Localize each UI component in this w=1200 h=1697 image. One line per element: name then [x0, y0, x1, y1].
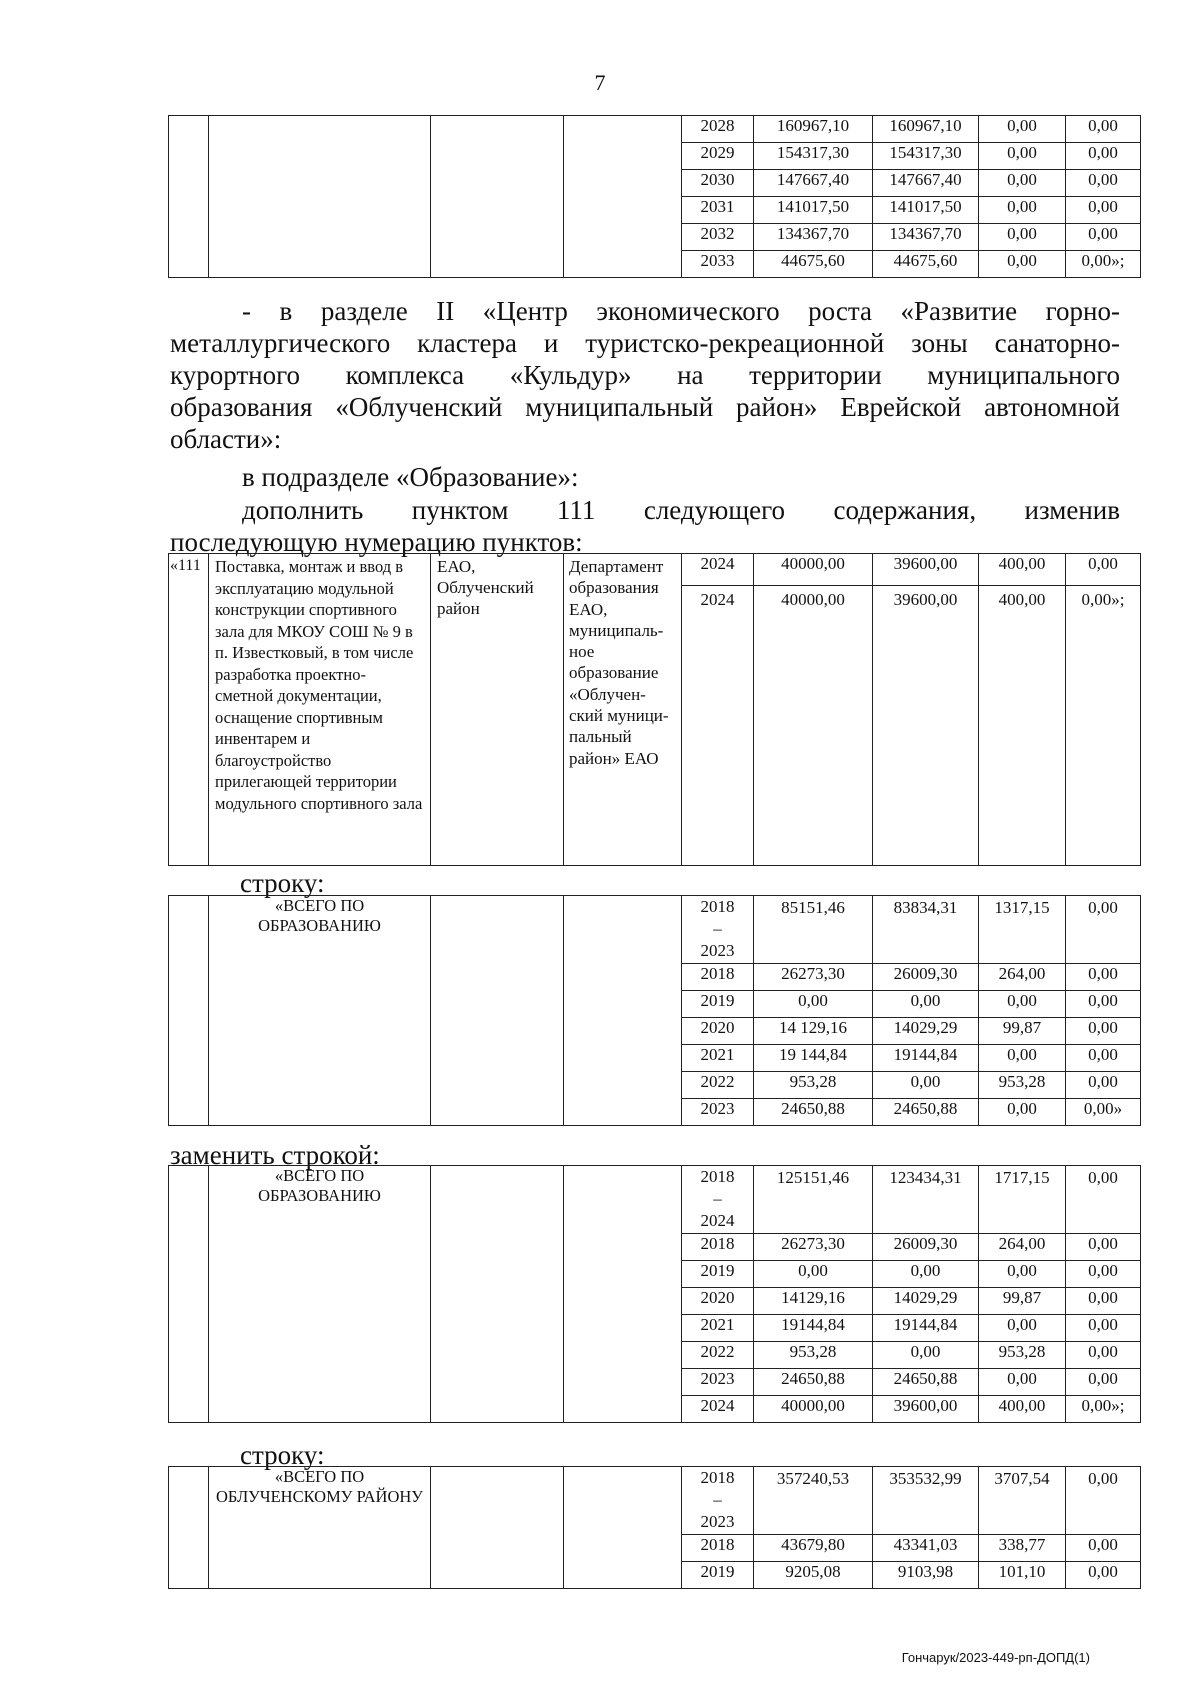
- item-number: «111: [169, 554, 209, 866]
- executor-cell: [564, 1166, 682, 1423]
- total-cell: 19 144,84: [754, 1045, 873, 1072]
- reg-cell: 400,00: [979, 586, 1066, 866]
- year-cell: 2020: [682, 1288, 754, 1315]
- item-111-table: [168, 553, 1141, 866]
- reg-cell: 3707,54: [979, 1467, 1066, 1535]
- year-range-cell: [682, 1166, 754, 1234]
- fed-cell: 19144,84: [873, 1045, 979, 1072]
- reg-cell: 0,00: [979, 224, 1066, 251]
- fed-cell: 0,00: [873, 1072, 979, 1099]
- other-cell: 0,00: [1066, 1342, 1141, 1369]
- range-end: 2023: [700, 941, 735, 960]
- paragraph-line: последующую нумерацию пунктов:: [170, 527, 583, 557]
- place-cell: [431, 1467, 564, 1589]
- other-cell: 0,00: [1066, 1315, 1141, 1342]
- total-cell: 44675,60: [754, 251, 873, 278]
- year-cell: 2033: [682, 251, 754, 278]
- item-name: Поставка, монтаж и ввод в эксплуатацию модульной конструкции спортивного зала для МКОУ СОШ № 9 в п. Известковый, в том числе разработка проектно-сметной документации, оснащение спортивным инвентарем и благоустройство прилегающей территории модульного спортивного зала: [209, 554, 431, 866]
- other-cell: 0,00: [1066, 1369, 1141, 1396]
- table-row: [169, 1166, 1141, 1234]
- year-cell: 2030: [682, 170, 754, 197]
- reg-cell: 264,00: [979, 964, 1066, 991]
- other-cell: 0,00: [1066, 1045, 1141, 1072]
- other-cell: 0,00: [1066, 1562, 1141, 1589]
- total-cell: 26273,30: [754, 964, 873, 991]
- fed-cell: 123434,31: [873, 1166, 979, 1234]
- executor-cell: [564, 1467, 682, 1589]
- reg-cell: 0,00: [979, 1099, 1066, 1126]
- total-name: «ВСЕГО ПО ОБРАЗОВАНИЮ: [209, 1166, 431, 1423]
- fed-cell: 147667,40: [873, 170, 979, 197]
- fed-cell: 19144,84: [873, 1315, 979, 1342]
- paragraph-line: - в разделе II «Центр экономического роста «Развитие горно-: [242, 296, 1120, 326]
- reg-cell: 0,00: [979, 1045, 1066, 1072]
- fed-cell: 0,00: [873, 991, 979, 1018]
- other-cell: 0,00: [1066, 1288, 1141, 1315]
- year-cell: 2021: [682, 1315, 754, 1342]
- reg-cell: 953,28: [979, 1342, 1066, 1369]
- label-line: строку:: [240, 868, 325, 898]
- paragraph-line: области»:: [170, 424, 282, 454]
- reg-cell: 338,77: [979, 1535, 1066, 1562]
- range-start: 2018: [700, 897, 735, 916]
- total-cell: 40000,00: [754, 1396, 873, 1423]
- reg-cell: 0,00: [979, 143, 1066, 170]
- total-cell: 154317,30: [754, 143, 873, 170]
- year-cell: 2020: [682, 1018, 754, 1045]
- total-cell: 24650,88: [754, 1099, 873, 1126]
- num-cell: [169, 1166, 209, 1423]
- other-cell: 0,00: [1066, 896, 1141, 964]
- reg-cell: 0,00: [979, 991, 1066, 1018]
- fed-cell: 39600,00: [873, 1396, 979, 1423]
- year-range-cell: [682, 1467, 754, 1535]
- year-cell: 2022: [682, 1342, 754, 1369]
- continuation-table: [168, 115, 1141, 278]
- fed-cell: 14029,29: [873, 1018, 979, 1045]
- total-name: «ВСЕГО ПО ОБЛУЧЕНСКОМУ РАЙОНУ: [209, 1467, 431, 1589]
- district-total-table: [168, 1466, 1141, 1589]
- paragraph-line: образования «Облученский муниципальный район» Еврейской автономной: [170, 392, 1120, 422]
- other-cell: 0,00: [1066, 143, 1141, 170]
- place-cell: [431, 896, 564, 1126]
- other-cell: 0,00: [1066, 1535, 1141, 1562]
- reg-cell: 99,87: [979, 1018, 1066, 1045]
- other-cell: 0,00: [1066, 1261, 1141, 1288]
- paragraph-line: дополнить пунктом 111 следующего содержания, изменив: [242, 495, 1120, 525]
- item-place: ЕАО, Облученский район: [431, 554, 564, 866]
- total-cell: 26273,30: [754, 1234, 873, 1261]
- education-total-old-table: [168, 895, 1141, 1126]
- year-cell: 2018: [682, 964, 754, 991]
- year-cell: 2019: [682, 1261, 754, 1288]
- section-paragraph: [170, 295, 1120, 455]
- range-end: 2024: [700, 1211, 735, 1230]
- place-cell: [431, 1166, 564, 1423]
- label-line: заменить строкой:: [170, 1140, 380, 1170]
- fed-cell: 353532,99: [873, 1467, 979, 1535]
- year-cell: 2019: [682, 1562, 754, 1589]
- place-cell: [431, 116, 564, 278]
- other-cell: 0,00»;: [1066, 1396, 1141, 1423]
- other-cell: 0,00: [1066, 991, 1141, 1018]
- total-cell: 953,28: [754, 1342, 873, 1369]
- page-number: 7: [594, 70, 606, 95]
- year-cell: 2023: [682, 1099, 754, 1126]
- total-cell: 40000,00: [754, 586, 873, 866]
- year-cell: 2029: [682, 143, 754, 170]
- fed-cell: 134367,70: [873, 224, 979, 251]
- total-cell: 0,00: [754, 991, 873, 1018]
- other-cell: 0,00: [1066, 224, 1141, 251]
- table-row: [169, 1467, 1141, 1535]
- total-cell: 147667,40: [754, 170, 873, 197]
- other-cell: 0,00: [1066, 116, 1141, 143]
- fed-cell: 0,00: [873, 1342, 979, 1369]
- education-total-new-table: [168, 1165, 1141, 1423]
- total-cell: 85151,46: [754, 896, 873, 964]
- total-cell: 40000,00: [754, 554, 873, 586]
- fed-cell: 14029,29: [873, 1288, 979, 1315]
- year-cell: 2021: [682, 1045, 754, 1072]
- fed-cell: 26009,30: [873, 964, 979, 991]
- year-cell: 2024: [682, 1396, 754, 1423]
- other-cell: 0,00»: [1066, 1099, 1141, 1126]
- total-cell: 19144,84: [754, 1315, 873, 1342]
- fed-cell: 26009,30: [873, 1234, 979, 1261]
- year-cell: 2018: [682, 1234, 754, 1261]
- reg-cell: 0,00: [979, 1315, 1066, 1342]
- other-cell: 0,00: [1066, 170, 1141, 197]
- executor-cell: [564, 896, 682, 1126]
- other-cell: 0,00: [1066, 1072, 1141, 1099]
- year-cell: 2022: [682, 1072, 754, 1099]
- fed-cell: 44675,60: [873, 251, 979, 278]
- year-cell: 2032: [682, 224, 754, 251]
- reg-cell: 0,00: [979, 170, 1066, 197]
- reg-cell: 953,28: [979, 1072, 1066, 1099]
- reg-cell: 1317,15: [979, 896, 1066, 964]
- total-cell: 14 129,16: [754, 1018, 873, 1045]
- paragraph-line: металлургического кластера и туристско-рекреационной зоны санаторно-: [170, 328, 1120, 358]
- reg-cell: 264,00: [979, 1234, 1066, 1261]
- range-dash: –: [713, 919, 722, 938]
- fed-cell: 24650,88: [873, 1369, 979, 1396]
- name-cell: [209, 116, 431, 278]
- fed-cell: 43341,03: [873, 1535, 979, 1562]
- fed-cell: 160967,10: [873, 116, 979, 143]
- year-cell: 2019: [682, 991, 754, 1018]
- item-executor: Департамент образования ЕАО, муниципаль-ное образование «Облучен-ский муници-пальный район» ЕАО: [564, 554, 682, 866]
- subsection-paragraph: [170, 461, 1120, 493]
- fed-cell: 83834,31: [873, 896, 979, 964]
- fed-cell: 154317,30: [873, 143, 979, 170]
- other-cell: 0,00: [1066, 554, 1141, 586]
- total-cell: 125151,46: [754, 1166, 873, 1234]
- reg-cell: 101,10: [979, 1562, 1066, 1589]
- reg-cell: 99,87: [979, 1288, 1066, 1315]
- total-cell: 0,00: [754, 1261, 873, 1288]
- range-dash: –: [713, 1490, 722, 1509]
- reg-cell: 0,00: [979, 1261, 1066, 1288]
- total-cell: 160967,10: [754, 116, 873, 143]
- other-cell: 0,00: [1066, 1467, 1141, 1535]
- amendment-paragraph: [170, 494, 1120, 558]
- table-row: [169, 116, 1141, 143]
- year-cell: 2024: [682, 554, 754, 586]
- year-cell: 2023: [682, 1369, 754, 1396]
- range-dash: –: [713, 1189, 722, 1208]
- year-range-cell: [682, 896, 754, 964]
- total-cell: 9205,08: [754, 1562, 873, 1589]
- fed-cell: 0,00: [873, 1261, 979, 1288]
- range-start: 2018: [700, 1468, 735, 1487]
- other-cell: 0,00»;: [1066, 251, 1141, 278]
- reg-cell: 1717,15: [979, 1166, 1066, 1234]
- total-cell: 43679,80: [754, 1535, 873, 1562]
- total-name: «ВСЕГО ПО ОБРАЗОВАНИЮ: [209, 896, 431, 1126]
- other-cell: 0,00: [1066, 1018, 1141, 1045]
- range-start: 2018: [700, 1167, 735, 1186]
- fed-cell: 39600,00: [873, 586, 979, 866]
- num-cell: [169, 896, 209, 1126]
- reg-cell: 0,00: [979, 1369, 1066, 1396]
- document-footer: Гончарук/2023-449-рп-ДОПД(1): [901, 1650, 1090, 1665]
- executor-cell: [564, 116, 682, 278]
- reg-cell: 0,00: [979, 197, 1066, 224]
- table-row: [169, 896, 1141, 964]
- total-cell: 953,28: [754, 1072, 873, 1099]
- reg-cell: 400,00: [979, 554, 1066, 586]
- reg-cell: 400,00: [979, 1396, 1066, 1423]
- num-cell: [169, 116, 209, 278]
- paragraph-line: курортного комплекса «Кульдур» на территории муниципального: [170, 360, 1120, 390]
- total-cell: 141017,50: [754, 197, 873, 224]
- year-cell: 2024: [682, 586, 754, 866]
- total-cell: 24650,88: [754, 1369, 873, 1396]
- num-cell: [169, 1467, 209, 1589]
- reg-cell: 0,00: [979, 251, 1066, 278]
- year-cell: 2028: [682, 116, 754, 143]
- total-cell: 14129,16: [754, 1288, 873, 1315]
- year-cell: 2031: [682, 197, 754, 224]
- other-cell: 0,00: [1066, 197, 1141, 224]
- range-end: 2023: [700, 1512, 735, 1531]
- other-cell: 0,00: [1066, 1166, 1141, 1234]
- fed-cell: 39600,00: [873, 554, 979, 586]
- total-cell: 357240,53: [754, 1467, 873, 1535]
- fed-cell: 141017,50: [873, 197, 979, 224]
- fed-cell: 9103,98: [873, 1562, 979, 1589]
- year-cell: 2018: [682, 1535, 754, 1562]
- fed-cell: 24650,88: [873, 1099, 979, 1126]
- reg-cell: 0,00: [979, 116, 1066, 143]
- label-line: строку:: [240, 1440, 325, 1470]
- paragraph-line: в подразделе «Образование»:: [242, 462, 579, 492]
- total-cell: 134367,70: [754, 224, 873, 251]
- other-cell: 0,00: [1066, 964, 1141, 991]
- other-cell: 0,00»;: [1066, 586, 1141, 866]
- other-cell: 0,00: [1066, 1234, 1141, 1261]
